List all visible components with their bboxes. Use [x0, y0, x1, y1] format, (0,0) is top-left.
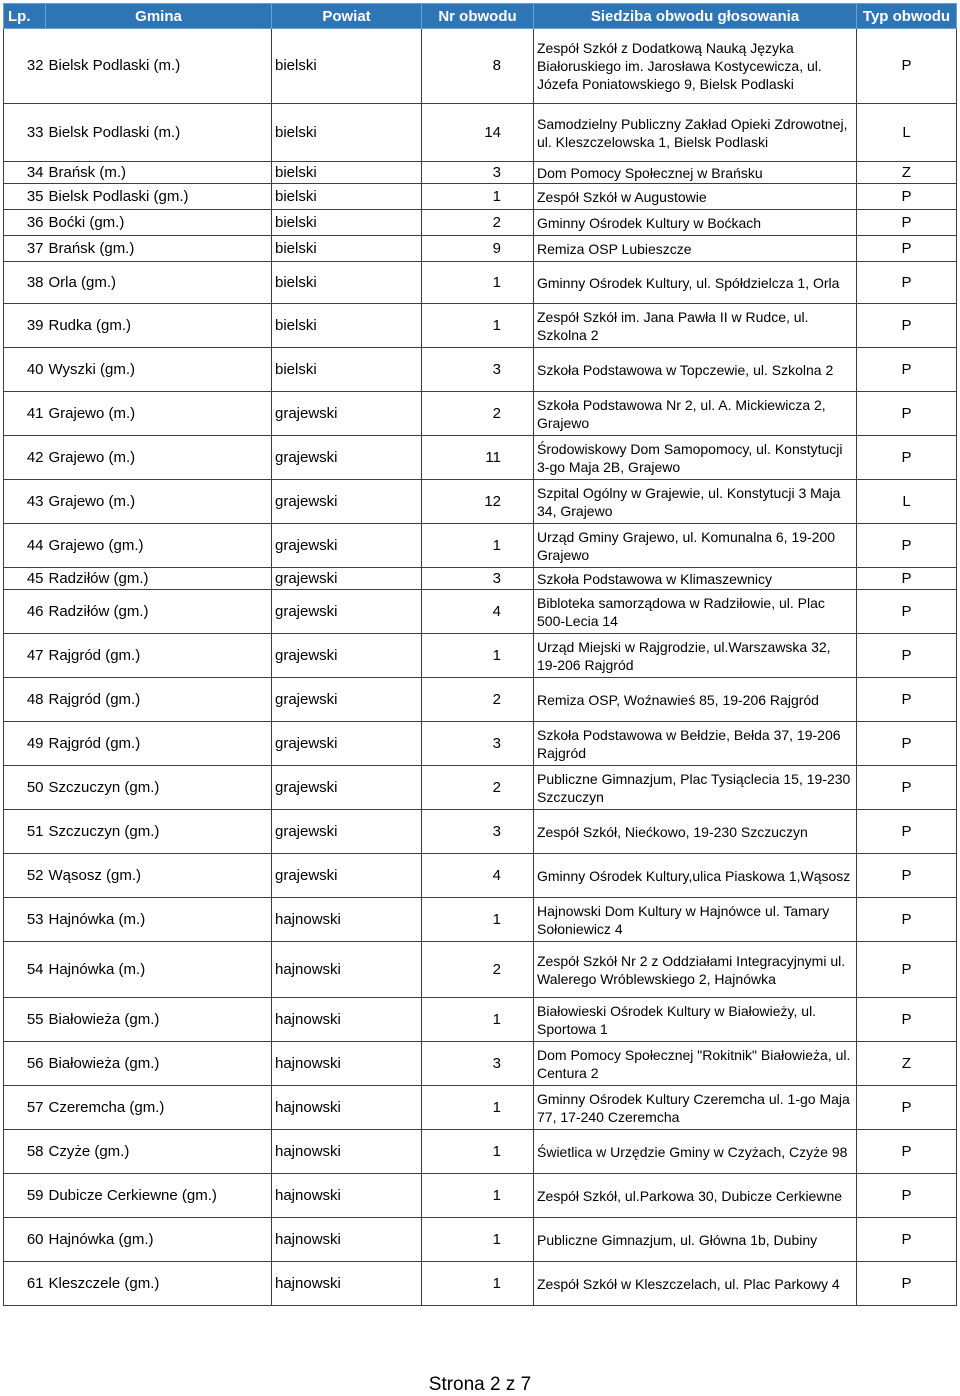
cell-gmina: Hajnówka (m.): [46, 898, 272, 942]
cell-gmina: Brańsk (m.): [46, 162, 272, 184]
cell-siedziba: Hajnowski Dom Kultury w Hajnówce ul. Tamary Sołoniewicz 4: [534, 898, 857, 942]
cell-typ-obwodu: P: [857, 898, 957, 942]
cell-gmina: Wyszki (gm.): [46, 348, 272, 392]
polling-stations-table: [3, 3, 957, 1306]
cell-gmina: Brańsk (gm.): [46, 236, 272, 262]
cell-nr-obwodu: 3: [422, 722, 534, 766]
cell-lp: 44: [4, 524, 46, 568]
cell-gmina: Wąsosz (gm.): [46, 854, 272, 898]
table-row: [4, 1262, 957, 1306]
cell-gmina: Grajewo (m.): [46, 392, 272, 436]
cell-typ-obwodu: P: [857, 942, 957, 998]
page-number: Strona 2 z 7: [428, 1374, 532, 1395]
cell-nr-obwodu: 1: [422, 184, 534, 210]
cell-gmina: Bielsk Podlaski (m.): [46, 29, 272, 104]
cell-lp: 38: [4, 262, 46, 304]
cell-typ-obwodu: P: [857, 184, 957, 210]
cell-typ-obwodu: P: [857, 678, 957, 722]
cell-gmina: Czeremcha (gm.): [46, 1086, 272, 1130]
table-row: [4, 1086, 957, 1130]
header-gmina: Gmina: [46, 4, 272, 29]
cell-lp: 42: [4, 436, 46, 480]
cell-siedziba: Szkoła Podstawowa w Klimaszewnicy: [534, 568, 857, 590]
table-row: [4, 722, 957, 766]
header-typ-obwodu: Typ obwodu: [857, 4, 957, 29]
cell-siedziba: Remiza OSP Lubieszcze: [534, 236, 857, 262]
cell-powiat: grajewski: [272, 854, 422, 898]
cell-typ-obwodu: P: [857, 998, 957, 1042]
cell-powiat: bielski: [272, 162, 422, 184]
cell-siedziba: Gminny Ośrodek Kultury Czeremcha ul. 1-go Maja 77, 17-240 Czeremcha: [534, 1086, 857, 1130]
cell-typ-obwodu: L: [857, 104, 957, 162]
cell-powiat: hajnowski: [272, 1042, 422, 1086]
cell-siedziba: Samodzielny Publiczny Zakład Opieki Zdrowotnej, ul. Kleszczelowska 1, Bielsk Podlaski: [534, 104, 857, 162]
cell-powiat: bielski: [272, 104, 422, 162]
cell-siedziba: Szkoła Podstawowa w Topczewie, ul. Szkolna 2: [534, 348, 857, 392]
cell-powiat: bielski: [272, 348, 422, 392]
table-row: [4, 162, 957, 184]
cell-nr-obwodu: 8: [422, 29, 534, 104]
cell-powiat: grajewski: [272, 678, 422, 722]
cell-nr-obwodu: 1: [422, 1086, 534, 1130]
table-header-row: [4, 4, 957, 29]
cell-nr-obwodu: 1: [422, 262, 534, 304]
cell-typ-obwodu: P: [857, 1130, 957, 1174]
cell-gmina: Bielsk Podlaski (gm.): [46, 184, 272, 210]
cell-lp: 39: [4, 304, 46, 348]
cell-typ-obwodu: P: [857, 1174, 957, 1218]
cell-nr-obwodu: 12: [422, 480, 534, 524]
cell-lp: 58: [4, 1130, 46, 1174]
cell-gmina: Rajgród (gm.): [46, 722, 272, 766]
cell-nr-obwodu: 14: [422, 104, 534, 162]
cell-nr-obwodu: 3: [422, 162, 534, 184]
cell-lp: 37: [4, 236, 46, 262]
cell-nr-obwodu: 1: [422, 1218, 534, 1262]
table-row: [4, 766, 957, 810]
cell-nr-obwodu: 1: [422, 634, 534, 678]
table-row: [4, 942, 957, 998]
cell-lp: 45: [4, 568, 46, 590]
cell-gmina: Bielsk Podlaski (m.): [46, 104, 272, 162]
table-row: [4, 480, 957, 524]
cell-siedziba: Gminny Ośrodek Kultury,ulica Piaskowa 1,Wąsosz: [534, 854, 857, 898]
cell-nr-obwodu: 1: [422, 998, 534, 1042]
cell-siedziba: Zespół Szkół Nr 2 z Oddziałami Integracyjnymi ul. Walerego Wróblewskiego 2, Hajnówka: [534, 942, 857, 998]
header-nr-obwodu: Nr obwodu: [422, 4, 534, 29]
cell-lp: 34: [4, 162, 46, 184]
cell-lp: 46: [4, 590, 46, 634]
cell-gmina: Orla (gm.): [46, 262, 272, 304]
cell-typ-obwodu: L: [857, 480, 957, 524]
cell-powiat: bielski: [272, 184, 422, 210]
cell-nr-obwodu: 2: [422, 942, 534, 998]
table-row: [4, 568, 957, 590]
cell-lp: 47: [4, 634, 46, 678]
header-lp: Lp.: [4, 4, 46, 29]
table-row: [4, 1042, 957, 1086]
cell-nr-obwodu: 1: [422, 1262, 534, 1306]
cell-siedziba: Zespół Szkół im. Jana Pawła II w Rudce, ul. Szkolna 2: [534, 304, 857, 348]
cell-siedziba: Środowiskowy Dom Samopomocy, ul. Konstytucji 3-go Maja 2B, Grajewo: [534, 436, 857, 480]
table-row: [4, 810, 957, 854]
cell-nr-obwodu: 2: [422, 766, 534, 810]
table-row: [4, 104, 957, 162]
cell-lp: 43: [4, 480, 46, 524]
table-row: [4, 1130, 957, 1174]
cell-lp: 41: [4, 392, 46, 436]
cell-gmina: Hajnówka (m.): [46, 942, 272, 998]
cell-lp: 52: [4, 854, 46, 898]
cell-lp: 53: [4, 898, 46, 942]
cell-powiat: grajewski: [272, 590, 422, 634]
cell-siedziba: Zespół Szkół, Niećkowo, 19-230 Szczuczyn: [534, 810, 857, 854]
cell-powiat: grajewski: [272, 392, 422, 436]
cell-typ-obwodu: P: [857, 304, 957, 348]
cell-powiat: hajnowski: [272, 998, 422, 1042]
cell-powiat: hajnowski: [272, 1262, 422, 1306]
cell-lp: 54: [4, 942, 46, 998]
cell-siedziba: Urząd Miejski w Rajgrodzie, ul.Warszawska 32, 19-206 Rajgród: [534, 634, 857, 678]
table-row: [4, 854, 957, 898]
cell-nr-obwodu: 4: [422, 854, 534, 898]
table-row: [4, 898, 957, 942]
cell-typ-obwodu: P: [857, 810, 957, 854]
cell-powiat: grajewski: [272, 810, 422, 854]
cell-typ-obwodu: P: [857, 634, 957, 678]
cell-siedziba: Gminny Ośrodek Kultury, ul. Spółdzielcza 1, Orla: [534, 262, 857, 304]
cell-powiat: grajewski: [272, 524, 422, 568]
table-row: [4, 236, 957, 262]
cell-lp: 49: [4, 722, 46, 766]
cell-nr-obwodu: 1: [422, 524, 534, 568]
cell-nr-obwodu: 3: [422, 348, 534, 392]
cell-typ-obwodu: P: [857, 436, 957, 480]
cell-powiat: hajnowski: [272, 898, 422, 942]
cell-powiat: bielski: [272, 29, 422, 104]
cell-gmina: Białowieża (gm.): [46, 1042, 272, 1086]
cell-typ-obwodu: P: [857, 590, 957, 634]
cell-nr-obwodu: 4: [422, 590, 534, 634]
cell-nr-obwodu: 11: [422, 436, 534, 480]
cell-siedziba: Szkoła Podstawowa w Bełdzie, Bełda 37, 19-206 Rajgród: [534, 722, 857, 766]
cell-nr-obwodu: 1: [422, 1130, 534, 1174]
cell-powiat: grajewski: [272, 634, 422, 678]
cell-powiat: bielski: [272, 262, 422, 304]
cell-nr-obwodu: 9: [422, 236, 534, 262]
cell-typ-obwodu: P: [857, 392, 957, 436]
cell-typ-obwodu: P: [857, 722, 957, 766]
cell-gmina: Czyże (gm.): [46, 1130, 272, 1174]
cell-nr-obwodu: 1: [422, 898, 534, 942]
cell-typ-obwodu: P: [857, 568, 957, 590]
table-row: [4, 590, 957, 634]
table-row: [4, 29, 957, 104]
cell-typ-obwodu: P: [857, 29, 957, 104]
table-row: [4, 524, 957, 568]
cell-typ-obwodu: P: [857, 1086, 957, 1130]
cell-gmina: Dubicze Cerkiewne (gm.): [46, 1174, 272, 1218]
cell-powiat: bielski: [272, 210, 422, 236]
cell-lp: 32: [4, 29, 46, 104]
cell-typ-obwodu: P: [857, 524, 957, 568]
table-body: [4, 29, 957, 1306]
cell-siedziba: Szkoła Podstawowa Nr 2, ul. A. Mickiewicza 2, Grajewo: [534, 392, 857, 436]
cell-gmina: Białowieża (gm.): [46, 998, 272, 1042]
cell-siedziba: Remiza OSP, Woźnawieś 85, 19-206 Rajgród: [534, 678, 857, 722]
cell-lp: 57: [4, 1086, 46, 1130]
table-row: [4, 1218, 957, 1262]
cell-nr-obwodu: 2: [422, 392, 534, 436]
cell-powiat: grajewski: [272, 436, 422, 480]
cell-gmina: Kleszczele (gm.): [46, 1262, 272, 1306]
cell-lp: 56: [4, 1042, 46, 1086]
table-row: [4, 1174, 957, 1218]
cell-typ-obwodu: P: [857, 236, 957, 262]
table-row: [4, 210, 957, 236]
cell-typ-obwodu: P: [857, 262, 957, 304]
cell-lp: 60: [4, 1218, 46, 1262]
cell-lp: 48: [4, 678, 46, 722]
cell-lp: 55: [4, 998, 46, 1042]
cell-typ-obwodu: P: [857, 1262, 957, 1306]
cell-siedziba: Dom Pomocy Społecznej "Rokitnik" Białowieża, ul. Centura 2: [534, 1042, 857, 1086]
table-row: [4, 998, 957, 1042]
cell-lp: 40: [4, 348, 46, 392]
cell-siedziba: Świetlica w Urzędzie Gminy w Czyżach, Czyże 98: [534, 1130, 857, 1174]
cell-gmina: Rajgród (gm.): [46, 634, 272, 678]
cell-lp: 50: [4, 766, 46, 810]
cell-lp: 36: [4, 210, 46, 236]
cell-lp: 33: [4, 104, 46, 162]
cell-siedziba: Zespół Szkół, ul.Parkowa 30, Dubicze Cerkiewne: [534, 1174, 857, 1218]
cell-powiat: grajewski: [272, 480, 422, 524]
table-row: [4, 262, 957, 304]
cell-powiat: bielski: [272, 236, 422, 262]
cell-nr-obwodu: 3: [422, 568, 534, 590]
cell-typ-obwodu: Z: [857, 1042, 957, 1086]
cell-siedziba: Zespół Szkół w Kleszczelach, ul. Plac Parkowy 4: [534, 1262, 857, 1306]
cell-siedziba: Białowieski Ośrodek Kultury w Białowieży, ul. Sportowa 1: [534, 998, 857, 1042]
cell-siedziba: Publiczne Gimnazjum, ul. Główna 1b, Dubiny: [534, 1218, 857, 1262]
table-row: [4, 634, 957, 678]
table-row: [4, 304, 957, 348]
cell-gmina: Hajnówka (gm.): [46, 1218, 272, 1262]
cell-lp: 61: [4, 1262, 46, 1306]
cell-powiat: grajewski: [272, 722, 422, 766]
cell-lp: 35: [4, 184, 46, 210]
cell-gmina: Grajewo (m.): [46, 436, 272, 480]
cell-siedziba: Dom Pomocy Społecznej w Brańsku: [534, 162, 857, 184]
cell-gmina: Radziłów (gm.): [46, 568, 272, 590]
table-row: [4, 348, 957, 392]
cell-siedziba: Bibloteka samorządowa w Radziłowie, ul. Plac 500-Lecia 14: [534, 590, 857, 634]
cell-nr-obwodu: 1: [422, 304, 534, 348]
cell-typ-obwodu: P: [857, 766, 957, 810]
cell-typ-obwodu: P: [857, 210, 957, 236]
cell-gmina: Szczuczyn (gm.): [46, 766, 272, 810]
cell-siedziba: Zespół Szkół z Dodatkową Nauką Języka Białoruskiego im. Jarosława Kostycewicza, ul. Józefa Poniatowskiego 9, Bielsk Podlaski: [534, 29, 857, 104]
cell-siedziba: Publiczne Gimnazjum, Plac Tysiąclecia 15, 19-230 Szczuczyn: [534, 766, 857, 810]
cell-siedziba: Urząd Gminy Grajewo, ul. Komunalna 6, 19-200 Grajewo: [534, 524, 857, 568]
cell-gmina: Szczuczyn (gm.): [46, 810, 272, 854]
cell-powiat: hajnowski: [272, 942, 422, 998]
table-row: [4, 392, 957, 436]
cell-typ-obwodu: Z: [857, 162, 957, 184]
cell-lp: 51: [4, 810, 46, 854]
cell-lp: 59: [4, 1174, 46, 1218]
cell-powiat: hajnowski: [272, 1174, 422, 1218]
header-siedziba: Siedziba obwodu głosowania: [534, 4, 857, 29]
cell-siedziba: Gminny Ośrodek Kultury w Boćkach: [534, 210, 857, 236]
cell-powiat: grajewski: [272, 568, 422, 590]
cell-gmina: Rudka (gm.): [46, 304, 272, 348]
cell-powiat: hajnowski: [272, 1130, 422, 1174]
cell-nr-obwodu: 3: [422, 1042, 534, 1086]
cell-typ-obwodu: P: [857, 348, 957, 392]
cell-gmina: Grajewo (m.): [46, 480, 272, 524]
cell-gmina: Rajgród (gm.): [46, 678, 272, 722]
cell-siedziba: Zespół Szkół w Augustowie: [534, 184, 857, 210]
cell-typ-obwodu: P: [857, 854, 957, 898]
cell-powiat: hajnowski: [272, 1086, 422, 1130]
cell-gmina: Boćki (gm.): [46, 210, 272, 236]
cell-gmina: Grajewo (gm.): [46, 524, 272, 568]
table-row: [4, 436, 957, 480]
cell-powiat: grajewski: [272, 766, 422, 810]
cell-nr-obwodu: 1: [422, 1174, 534, 1218]
cell-powiat: hajnowski: [272, 1218, 422, 1262]
cell-typ-obwodu: P: [857, 1218, 957, 1262]
cell-nr-obwodu: 3: [422, 810, 534, 854]
cell-nr-obwodu: 2: [422, 678, 534, 722]
table-row: [4, 678, 957, 722]
cell-gmina: Radziłów (gm.): [46, 590, 272, 634]
header-powiat: Powiat: [272, 4, 422, 29]
cell-siedziba: Szpital Ogólny w Grajewie, ul. Konstytucji 3 Maja 34, Grajewo: [534, 480, 857, 524]
cell-nr-obwodu: 2: [422, 210, 534, 236]
cell-powiat: bielski: [272, 304, 422, 348]
table-row: [4, 184, 957, 210]
